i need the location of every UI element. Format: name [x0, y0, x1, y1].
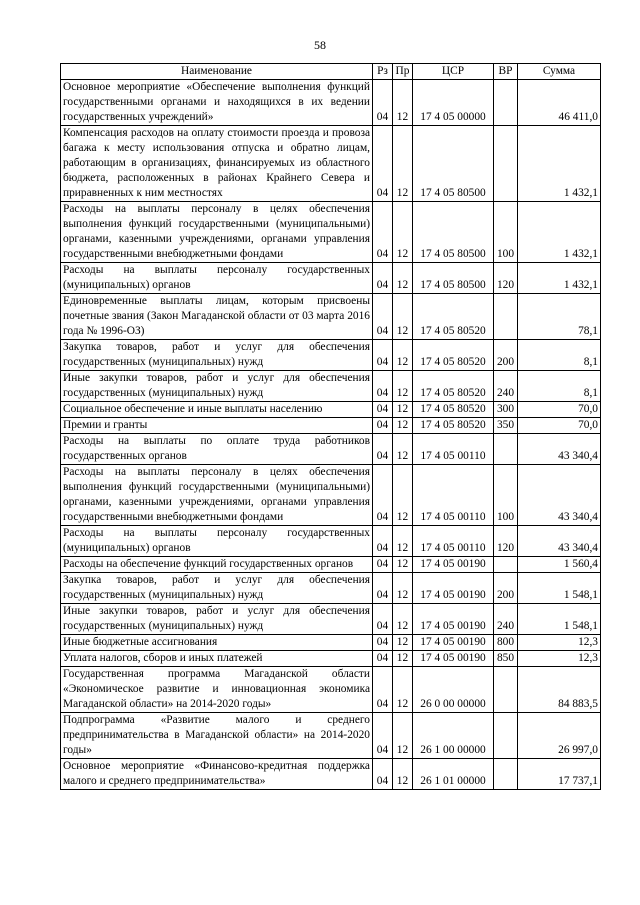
- row-name: Государственная программа Магаданской области «Экономическое развитие и инновационная экономика Магаданской области» на 2014-2020 годы»: [61, 667, 373, 713]
- row-csr: 17 4 05 00110: [413, 434, 494, 465]
- row-pr: 12: [393, 80, 413, 126]
- header-pr: Пр: [393, 64, 413, 80]
- table-row: [61, 713, 601, 759]
- row-rz: 04: [373, 418, 393, 434]
- table-row: [61, 573, 601, 604]
- row-rz: 04: [373, 667, 393, 713]
- row-sum: 1 560,4: [518, 557, 601, 573]
- row-pr: 12: [393, 635, 413, 651]
- row-vr: 850: [494, 651, 518, 667]
- row-csr: 17 4 05 00110: [413, 526, 494, 557]
- row-sum: 43 340,4: [518, 465, 601, 526]
- header-csr: ЦСР: [413, 64, 494, 80]
- row-sum: 17 737,1: [518, 759, 601, 790]
- table-row: [61, 465, 601, 526]
- row-rz: 04: [373, 557, 393, 573]
- row-rz: 04: [373, 465, 393, 526]
- row-vr: [494, 713, 518, 759]
- table-row: [61, 418, 601, 434]
- row-sum: 1 548,1: [518, 604, 601, 635]
- row-sum: 78,1: [518, 294, 601, 340]
- row-pr: 12: [393, 667, 413, 713]
- table-row: [61, 434, 601, 465]
- row-pr: 12: [393, 371, 413, 402]
- row-csr: 17 4 05 00110: [413, 465, 494, 526]
- row-vr: 200: [494, 573, 518, 604]
- row-vr: [494, 667, 518, 713]
- row-pr: 12: [393, 202, 413, 263]
- row-rz: 04: [373, 635, 393, 651]
- row-vr: 240: [494, 371, 518, 402]
- row-pr: 12: [393, 418, 413, 434]
- row-csr: 17 4 05 00190: [413, 573, 494, 604]
- row-name: Подпрограмма «Развитие малого и среднего предпринимательства в Магаданской области» на 2014-2020 годы»: [61, 713, 373, 759]
- row-name: Уплата налогов, сборов и иных платежей: [61, 651, 373, 667]
- row-csr: 17 4 05 80520: [413, 340, 494, 371]
- row-vr: [494, 434, 518, 465]
- row-rz: 04: [373, 263, 393, 294]
- table-row: [61, 371, 601, 402]
- row-sum: 12,3: [518, 635, 601, 651]
- table-row: [61, 759, 601, 790]
- row-vr: 120: [494, 263, 518, 294]
- row-rz: 04: [373, 202, 393, 263]
- row-pr: 12: [393, 126, 413, 202]
- budget-table: [60, 63, 601, 790]
- row-rz: 04: [373, 713, 393, 759]
- table-row: [61, 604, 601, 635]
- row-rz: 04: [373, 126, 393, 202]
- row-vr: 800: [494, 635, 518, 651]
- row-name: Расходы на выплаты персоналу государственных (муниципальных) органов: [61, 263, 373, 294]
- row-rz: 04: [373, 340, 393, 371]
- row-sum: 43 340,4: [518, 526, 601, 557]
- row-pr: 12: [393, 434, 413, 465]
- row-vr: 240: [494, 604, 518, 635]
- row-pr: 12: [393, 651, 413, 667]
- row-vr: [494, 294, 518, 340]
- row-pr: 12: [393, 557, 413, 573]
- row-sum: 1 432,1: [518, 263, 601, 294]
- row-pr: 12: [393, 573, 413, 604]
- row-rz: 04: [373, 371, 393, 402]
- row-name: Расходы на выплаты персоналу государственных (муниципальных) органов: [61, 526, 373, 557]
- row-sum: 84 883,5: [518, 667, 601, 713]
- row-sum: 1 432,1: [518, 126, 601, 202]
- row-pr: 12: [393, 340, 413, 371]
- row-rz: 04: [373, 651, 393, 667]
- row-name: Единовременные выплаты лицам, которым присвоены почетные звания (Закон Магаданской области от 03 марта 2016 года № 1996-ОЗ): [61, 294, 373, 340]
- row-csr: 17 4 05 80520: [413, 418, 494, 434]
- row-name: Расходы на обеспечение функций государственных органов: [61, 557, 373, 573]
- table-row: [61, 126, 601, 202]
- table-row: [61, 80, 601, 126]
- page-number: 58: [314, 38, 326, 52]
- row-csr: 17 4 05 00190: [413, 604, 494, 635]
- row-name: Закупка товаров, работ и услуг для обеспечения государственных (муниципальных) нужд: [61, 573, 373, 604]
- table-row: [61, 651, 601, 667]
- row-sum: 8,1: [518, 340, 601, 371]
- table-row: [61, 635, 601, 651]
- header-rz: Рз: [373, 64, 393, 80]
- row-name: Компенсация расходов на оплату стоимости проезда и провоза багажа к месту использования отпуска и обратно лицам, работающим в организациях, финансируемых из областного бюджета, расположенных в районах Крайнего Севера и приравненных к ним местностях: [61, 126, 373, 202]
- row-vr: 100: [494, 202, 518, 263]
- table-row: [61, 340, 601, 371]
- row-name: Расходы на выплаты персоналу в целях обеспечения выполнения функций государственными (муниципальными) органами, казенными учреждениями, органами управления государственными внебюджетными фондами: [61, 202, 373, 263]
- row-sum: 26 997,0: [518, 713, 601, 759]
- row-csr: 17 4 05 00190: [413, 635, 494, 651]
- row-name: Иные закупки товаров, работ и услуг для обеспечения государственных (муниципальных) нужд: [61, 371, 373, 402]
- row-sum: 1 432,1: [518, 202, 601, 263]
- table-row: [61, 263, 601, 294]
- row-vr: 120: [494, 526, 518, 557]
- row-name: Социальное обеспечение и иные выплаты населению: [61, 402, 373, 418]
- row-vr: [494, 759, 518, 790]
- row-name: Расходы на выплаты персоналу в целях обеспечения выполнения функций государственными (муниципальными) органами, казенными учреждениями, органами управления государственными внебюджетными фондами: [61, 465, 373, 526]
- row-name: Основное мероприятие «Обеспечение выполнения функций государственными органами и находящихся в их ведении государственных учреждений»: [61, 80, 373, 126]
- row-pr: 12: [393, 465, 413, 526]
- row-csr: 17 4 05 80500: [413, 263, 494, 294]
- header-vr: ВР: [494, 64, 518, 80]
- row-name: Премии и гранты: [61, 418, 373, 434]
- row-pr: 12: [393, 713, 413, 759]
- row-rz: 04: [373, 604, 393, 635]
- row-csr: 26 1 00 00000: [413, 713, 494, 759]
- row-sum: 1 548,1: [518, 573, 601, 604]
- row-pr: 12: [393, 263, 413, 294]
- row-vr: 100: [494, 465, 518, 526]
- row-csr: 17 4 05 80520: [413, 294, 494, 340]
- row-rz: 04: [373, 402, 393, 418]
- row-name: Расходы на выплаты по оплате труда работников государственных органов: [61, 434, 373, 465]
- row-csr: 26 1 01 00000: [413, 759, 494, 790]
- row-vr: [494, 557, 518, 573]
- row-csr: 17 4 05 80520: [413, 402, 494, 418]
- table-row: [61, 557, 601, 573]
- table-row: [61, 667, 601, 713]
- row-csr: 17 4 05 80500: [413, 202, 494, 263]
- header-sum: Сумма: [518, 64, 601, 80]
- row-sum: 70,0: [518, 402, 601, 418]
- row-name: Закупка товаров, работ и услуг для обеспечения государственных (муниципальных) нужд: [61, 340, 373, 371]
- table-row: [61, 402, 601, 418]
- table-row: [61, 526, 601, 557]
- row-sum: 43 340,4: [518, 434, 601, 465]
- row-pr: 12: [393, 402, 413, 418]
- row-rz: 04: [373, 573, 393, 604]
- row-name: Иные закупки товаров, работ и услуг для обеспечения государственных (муниципальных) нужд: [61, 604, 373, 635]
- table-row: [61, 294, 601, 340]
- row-csr: 17 4 05 00000: [413, 80, 494, 126]
- row-vr: 300: [494, 402, 518, 418]
- row-rz: 04: [373, 294, 393, 340]
- table-header-row: [61, 64, 601, 80]
- row-vr: 200: [494, 340, 518, 371]
- row-rz: 04: [373, 80, 393, 126]
- row-sum: 70,0: [518, 418, 601, 434]
- row-name: Иные бюджетные ассигнования: [61, 635, 373, 651]
- row-sum: 8,1: [518, 371, 601, 402]
- row-csr: 17 4 05 00190: [413, 651, 494, 667]
- row-csr: 17 4 05 00190: [413, 557, 494, 573]
- row-rz: 04: [373, 526, 393, 557]
- row-rz: 04: [373, 759, 393, 790]
- row-pr: 12: [393, 526, 413, 557]
- row-vr: 350: [494, 418, 518, 434]
- row-vr: [494, 80, 518, 126]
- row-pr: 12: [393, 294, 413, 340]
- row-sum: 12,3: [518, 651, 601, 667]
- row-name: Основное мероприятие «Финансово-кредитная поддержка малого и среднего предпринимательства»: [61, 759, 373, 790]
- header-name: Наименование: [61, 64, 373, 80]
- row-csr: 26 0 00 00000: [413, 667, 494, 713]
- row-pr: 12: [393, 759, 413, 790]
- row-csr: 17 4 05 80520: [413, 371, 494, 402]
- row-csr: 17 4 05 80500: [413, 126, 494, 202]
- row-pr: 12: [393, 604, 413, 635]
- row-vr: [494, 126, 518, 202]
- row-sum: 46 411,0: [518, 80, 601, 126]
- table-row: [61, 202, 601, 263]
- row-rz: 04: [373, 434, 393, 465]
